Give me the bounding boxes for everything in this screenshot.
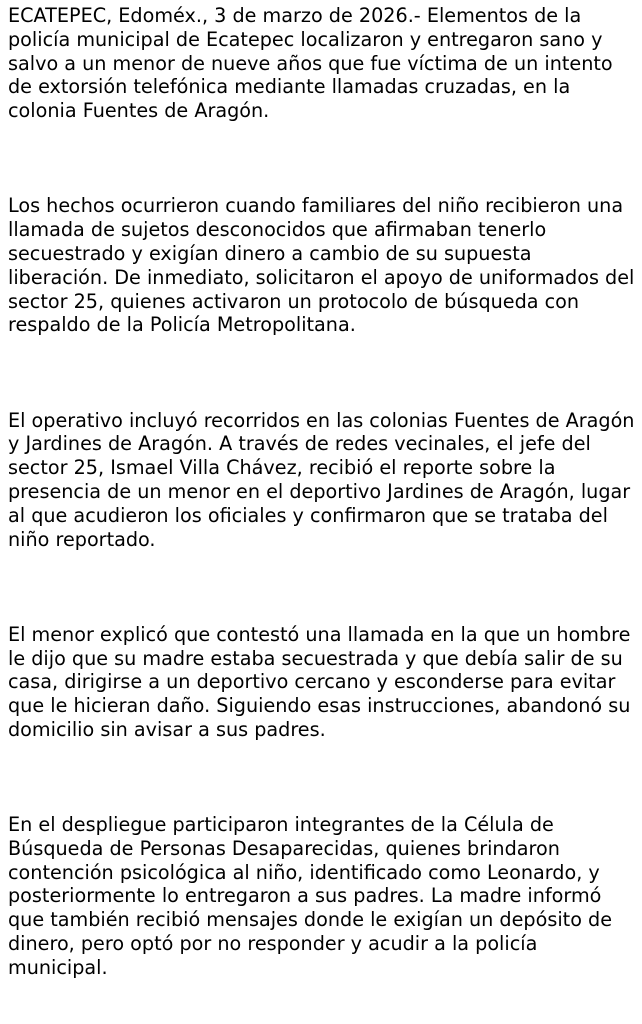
article-paragraph-1: ECATEPEC, Edoméx., 3 de marzo de 2026.- Elementos de la policía municipal de Ecatepec localizaron y entregaron sano y salvo a un menor de nueve años que fue víctima de un intento de extorsión telefónica mediante llamadas cruzadas, en la colonia Fuentes de Aragón.: [8, 4, 613, 123]
paragraph-spacer: [8, 742, 636, 813]
article-paragraph-4: El menor explicó que contestó una llamada en la que un hombre le dijo que su madre estaba secuestrada y que debía salir de su casa, dirigirse a un deportivo cercano y esconderse para evitar que le hicieran daño. Siguiendo esas instrucciones, abandonó su domicilio sin avisar a sus padres.: [8, 622, 631, 741]
paragraph-spacer: [8, 123, 636, 194]
article-paragraph-5: En el despliegue participaron integrantes de la Célula de Búsqueda de Personas Desaparecidas, quienes brindaron contención psicológica al niño, identificado como Leonardo, y posteriormente lo entregaron a sus padres. La madre informó que también recibió mensajes donde le exigían un depósito de dinero, pero optó por no responder y acudir a la policía municipal.: [8, 813, 613, 979]
article-paragraph-3: El operativo incluyó recorridos en las colonias Fuentes de Aragón y Jardines de Aragón. A través de redes vecinales, el jefe del sector 25, Ismael Villa Chávez, recibió el reporte sobre la presencia de un menor en el deportivo Jardines de Aragón, lugar al que acudieron los oficiales y confirmaron que se trataba del niño reportado.: [8, 408, 635, 551]
article-paragraph-2: Los hechos ocurrieron cuando familiares del niño recibieron una llamada de sujetos desconocidos que afirmaban tenerlo secuestrado y exigían dinero a cambio de su supuesta liberación. De inmediato, solicitaron el apoyo de uniformados del sector 25, quienes activaron un protocolo de búsqueda con respaldo de la Policía Metropolitana.: [8, 194, 635, 337]
paragraph-spacer: [8, 551, 636, 622]
paragraph-spacer: [8, 337, 636, 408]
news-article: [8, 4, 636, 980]
